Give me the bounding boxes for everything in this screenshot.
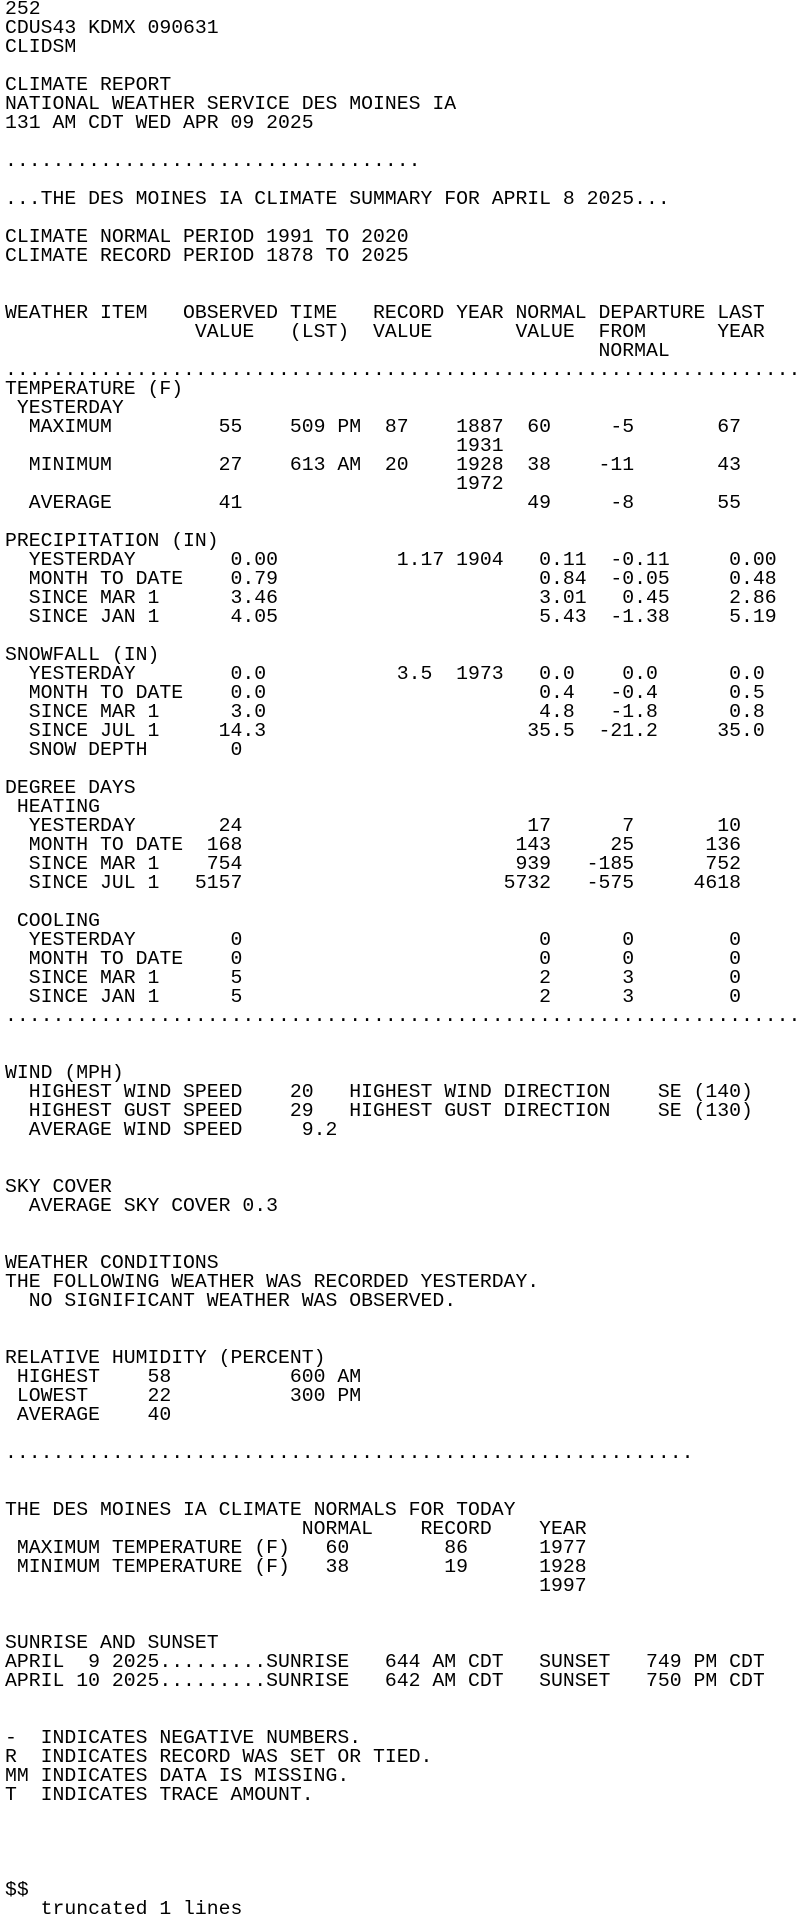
report-line: SINCE JUL 1 14.3 35.5 -21.2 35.0 xyxy=(5,720,765,742)
report-line: NO SIGNIFICANT WEATHER WAS OBSERVED. xyxy=(5,1290,457,1312)
report-line: MINIMUM TEMPERATURE (F) 38 19 1928 xyxy=(5,1556,587,1578)
report-line xyxy=(5,1862,810,1881)
report-line xyxy=(5,1843,810,1862)
report-line: HIGHEST GUST SPEED 29 HIGHEST GUST DIRECTION SE (130) xyxy=(5,1100,753,1122)
report-line: SKY COVER xyxy=(5,1176,112,1198)
report-line: AVERAGE SKY COVER 0.3 xyxy=(5,1195,279,1217)
report-line: AVERAGE 41 49 -8 55 xyxy=(5,492,741,514)
report-line: YESTERDAY 0.0 3.5 1973 0.0 0.0 0.0 xyxy=(5,663,765,685)
report-line xyxy=(5,1311,810,1330)
report-line: ................................... xyxy=(5,150,421,172)
report-line xyxy=(5,266,810,285)
report-line: RELATIVE HUMIDITY (PERCENT) xyxy=(5,1347,326,1369)
report-line: ................................................................... xyxy=(5,1005,801,1027)
report-line: LOWEST 22 300 PM xyxy=(5,1385,362,1407)
report-line: .......................................................... xyxy=(5,1442,694,1464)
report-line xyxy=(5,1596,810,1615)
report-line: AVERAGE 40 xyxy=(5,1404,172,1426)
report-line: SNOWFALL (IN) xyxy=(5,644,160,666)
report-line: R INDICATES RECORD WAS SET OR TIED. xyxy=(5,1746,433,1768)
report-line: APRIL 10 2025.........SUNRISE 642 AM CDT SUNSET 750 PM CDT xyxy=(5,1670,765,1692)
report-line: MAXIMUM TEMPERATURE (F) 60 86 1977 xyxy=(5,1537,587,1559)
report-line: NORMAL xyxy=(5,340,670,362)
report-line: T INDICATES TRACE AMOUNT. xyxy=(5,1784,314,1806)
report-line xyxy=(5,1045,810,1064)
report-line: SINCE MAR 1 754 939 -185 752 xyxy=(5,853,741,875)
report-line: THE FOLLOWING WEATHER WAS RECORDED YESTERDAY. xyxy=(5,1271,540,1293)
report-line: - INDICATES NEGATIVE NUMBERS. xyxy=(5,1727,362,1749)
report-line: truncated 1 lines xyxy=(5,1898,243,1919)
report-line: CLIDSM xyxy=(5,36,77,58)
report-line xyxy=(5,1159,810,1178)
report-line: 131 AM CDT WED APR 09 2025 xyxy=(5,112,314,134)
report-line: SINCE MAR 1 3.0 4.8 -1.8 0.8 xyxy=(5,701,765,723)
report-line: CLIMATE NORMAL PERIOD 1991 TO 2020 xyxy=(5,226,409,248)
report-line: HEATING xyxy=(5,796,100,818)
report-line: TEMPERATURE (F) xyxy=(5,378,184,400)
report-line: 252 xyxy=(5,0,41,20)
report-line xyxy=(5,1805,810,1824)
report-line: MONTH TO DATE 0.0 0.4 -0.4 0.5 xyxy=(5,682,765,704)
report-line: CDUS43 KDMX 090631 xyxy=(5,17,219,39)
report-line: SINCE MAR 1 5 2 3 0 xyxy=(5,967,741,989)
report-line: ................................................................... xyxy=(5,359,801,381)
report-line: NATIONAL WEATHER SERVICE DES MOINES IA xyxy=(5,93,457,115)
report-line: MONTH TO DATE 0.79 0.84 -0.05 0.48 xyxy=(5,568,777,590)
report-line: VALUE (LST) VALUE VALUE FROM YEAR xyxy=(5,321,765,343)
report-line: MONTH TO DATE 168 143 25 136 xyxy=(5,834,741,856)
report-line: WEATHER ITEM OBSERVED TIME RECORD YEAR NORMAL DEPARTURE LAST xyxy=(5,302,765,324)
report-line: CLIMATE RECORD PERIOD 1878 TO 2025 xyxy=(5,245,409,267)
report-line xyxy=(5,1691,810,1710)
report-line: HIGHEST 58 600 AM xyxy=(5,1366,362,1388)
report-line: WIND (MPH) xyxy=(5,1062,124,1084)
report-line xyxy=(5,1026,810,1045)
report-line: SUNRISE AND SUNSET xyxy=(5,1632,219,1654)
report-line: MAXIMUM 55 509 PM 87 1887 60 -5 67 xyxy=(5,416,741,438)
report-line: YESTERDAY 0.00 1.17 1904 0.11 -0.11 0.00 xyxy=(5,549,777,571)
report-line: SINCE JUL 1 5157 5732 -575 4618 xyxy=(5,872,741,894)
report-line: DEGREE DAYS xyxy=(5,777,136,799)
report-line xyxy=(5,1824,810,1843)
report-line: COOLING xyxy=(5,910,100,932)
report-line: SINCE MAR 1 3.46 3.01 0.45 2.86 xyxy=(5,587,777,609)
report-line: $$ xyxy=(5,1879,29,1901)
report-line: YESTERDAY xyxy=(5,397,124,419)
report-line: ...THE DES MOINES IA CLIMATE SUMMARY FOR APRIL 8 2025... xyxy=(5,188,670,210)
report-line: THE DES MOINES IA CLIMATE NORMALS FOR TODAY xyxy=(5,1499,516,1521)
report-line: APRIL 9 2025.........SUNRISE 644 AM CDT SUNSET 749 PM CDT xyxy=(5,1651,765,1673)
report-line xyxy=(5,893,810,912)
report-line: SNOW DEPTH 0 xyxy=(5,739,243,761)
report-line xyxy=(5,1463,810,1482)
report-line: 1972 xyxy=(5,473,504,495)
report-line: AVERAGE WIND SPEED 9.2 xyxy=(5,1119,338,1141)
report-line: WEATHER CONDITIONS xyxy=(5,1252,219,1274)
report-line: YESTERDAY 0 0 0 0 xyxy=(5,929,741,951)
report-line xyxy=(5,1140,810,1159)
report-line: YESTERDAY 24 17 7 10 xyxy=(5,815,741,837)
report-line: PRECIPITATION (IN) xyxy=(5,530,219,552)
report-line: SINCE JAN 1 4.05 5.43 -1.38 5.19 xyxy=(5,606,777,628)
report-line xyxy=(5,1216,810,1235)
report-line: NORMAL RECORD YEAR xyxy=(5,1518,587,1540)
report-line: MINIMUM 27 613 AM 20 1928 38 -11 43 xyxy=(5,454,741,476)
report-line: MM INDICATES DATA IS MISSING. xyxy=(5,1765,350,1787)
report-line: CLIMATE REPORT xyxy=(5,74,172,96)
report-line: 1997 xyxy=(5,1575,587,1597)
report-line: SINCE JAN 1 5 2 3 0 xyxy=(5,986,741,1008)
report-line: MONTH TO DATE 0 0 0 0 xyxy=(5,948,741,970)
report-line: 1931 xyxy=(5,435,504,457)
report-line: HIGHEST WIND SPEED 20 HIGHEST WIND DIRECTION SE (140) xyxy=(5,1081,753,1103)
